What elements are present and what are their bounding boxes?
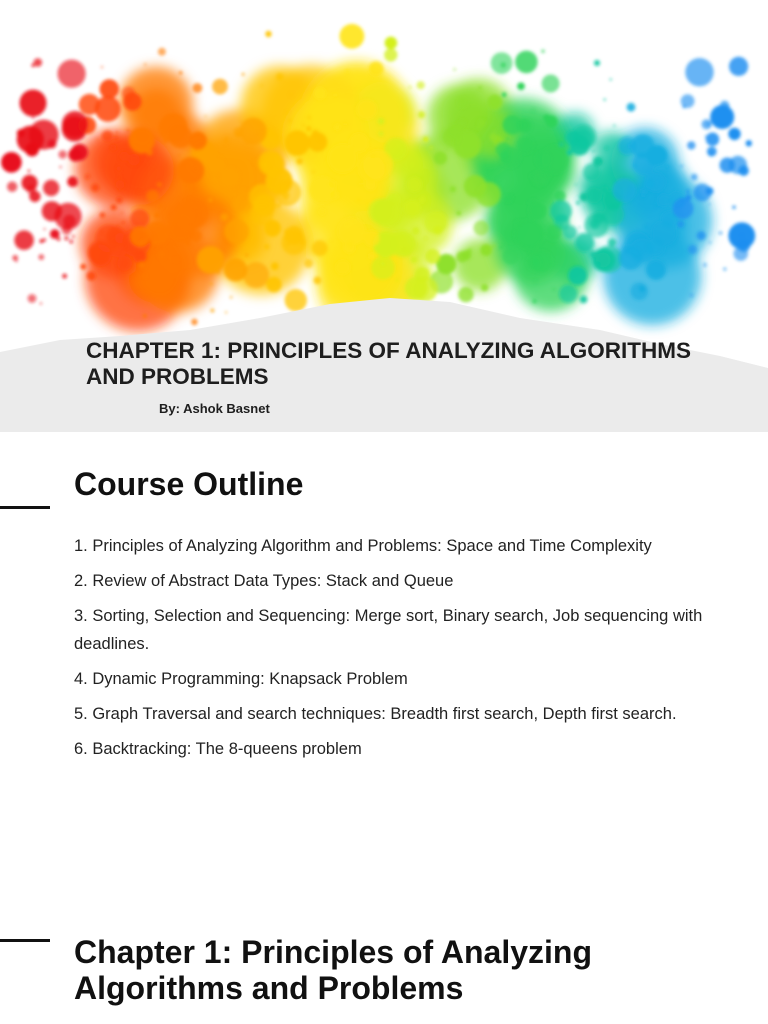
author-byline: By: Ashok Basnet <box>159 401 270 416</box>
list-item: 2. Review of Abstract Data Types: Stack and Queue <box>74 572 454 590</box>
chapter-heading: Chapter 1: Principles of Analyzing Algorithms and Problems <box>74 934 593 1006</box>
accent-rule <box>0 506 50 509</box>
list-item: 3. Sorting, Selection and Sequencing: Merge sort, Binary search, Job sequencing with deadlines. <box>74 607 703 653</box>
chapter-slide <box>0 864 768 1024</box>
cover-slide <box>0 0 768 432</box>
list-item: 1. Principles of Analyzing Algorithm and Problems: Space and Time Complexity <box>74 537 652 555</box>
list-item: 4. Dynamic Programming: Knapsack Problem <box>74 670 408 688</box>
cover-title: CHAPTER 1: PRINCIPLES OF ANALYZING ALGORITHMS AND PROBLEMS <box>86 338 692 389</box>
accent-rule <box>0 939 50 942</box>
course-outline-slide <box>0 432 768 864</box>
outline-heading: Course Outline <box>74 466 304 502</box>
outline-list <box>74 532 724 770</box>
list-item: 5. Graph Traversal and search techniques: Breadth first search, Depth first search. <box>74 705 677 723</box>
list-item: 6. Backtracking: The 8-queens problem <box>74 740 362 758</box>
